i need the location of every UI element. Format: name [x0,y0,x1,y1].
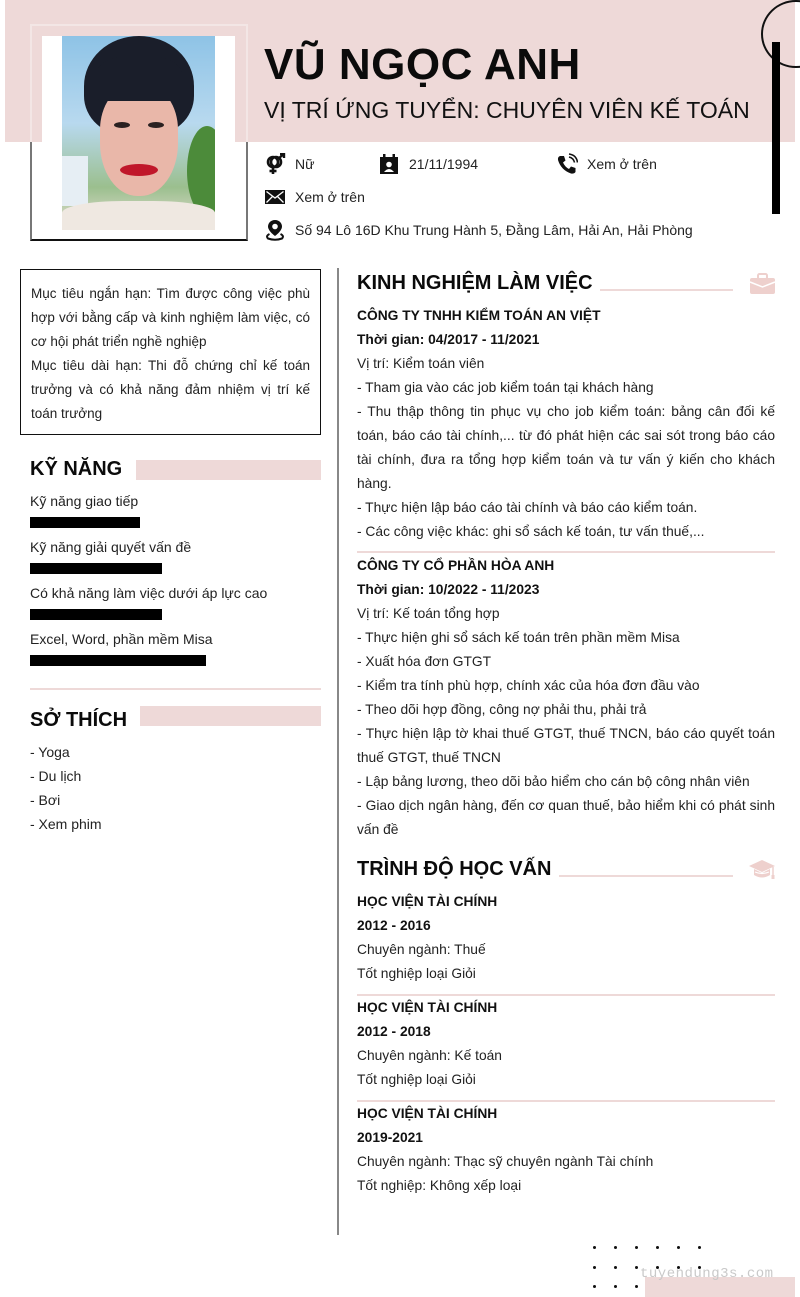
career-objective [20,269,321,435]
hobbies-title-accent [140,706,321,726]
job-duty: - Thu thập thông tin phục vụ cho job kiểm toán: bảng cân đối kế toán, báo cáo tài chính,... từ đó phát hiện các sai sót trong báo cáo tài chính, đưa ra tổng hợp kiểm toán và tư vấn ý kiến cho khách hàng. [357,404,775,491]
hobby-item: - Du lịch [30,768,82,784]
skill-label: Excel, Word, phần mềm Misa [30,631,213,647]
decorative-bar [772,42,780,214]
gender-value: Nữ [295,156,315,172]
skill-label: Kỹ năng giao tiếp [30,493,139,509]
job-role: Vị trí: Kế toán tổng hợp [357,606,500,621]
column-divider [337,268,339,1235]
hobby-item: - Bơi [30,792,61,808]
skills-title: KỸ NĂNG [30,458,123,480]
edu-period: 2012 - 2016 [357,918,431,933]
contact-address [264,219,693,241]
hobby-item: - Yoga [30,744,70,760]
phone-icon [556,153,578,175]
briefcase-icon [749,273,776,300]
job-duty: - Giao dịch ngân hàng, đến cơ quan thuế, bảo hiểm khi có phát sinh vấn đề [357,798,775,837]
edu-period: 2012 - 2018 [357,1024,431,1039]
edu-major: Chuyên ngành: Thạc sỹ chuyên ngành Tài chính [357,1154,654,1169]
job-duty: - Xuất hóa đơn GTGT [357,654,492,669]
skills-title-accent [136,460,321,480]
job-role: Vị trí: Kiểm toán viên [357,356,485,371]
edu-result: Tốt nghiệp loại Giỏi [357,1072,476,1087]
job-duty: - Thực hiện lập tờ khai thuế GTGT, thuế TNCN, báo cáo quyết toán thuế GTGT, thuế TNCN [357,726,775,765]
job-duty: - Tham gia vào các job kiểm toán tại khách hàng [357,380,654,395]
avatar [62,36,215,230]
job-separator [357,551,775,553]
job-duty: - Theo dõi hợp đồng, công nợ phải thu, phải trả [357,702,647,717]
job-duty: - Thực hiện lập báo cáo tài chính và báo cáo kiểm toán. [357,500,698,515]
job-duty: - Các công việc khác: ghi sổ sách kế toán, tư vấn thuế,... [357,524,705,539]
edu-major: Chuyên ngành: Thuế [357,942,486,957]
edu-school: HỌC VIỆN TÀI CHÍNH [357,1000,498,1015]
edu-result: Tốt nghiệp loại Giỏi [357,966,476,981]
job-duty: - Thực hiện ghi sổ sách kế toán trên phần mềm Misa [357,630,680,645]
experience-title-line [600,289,733,291]
applied-position: VỊ TRÍ ỨNG TUYỂN: CHUYÊN VIÊN KẾ TOÁN [264,97,750,123]
contact-phone [556,153,657,175]
skill-bar [30,517,140,528]
short-term-objective: Mục tiêu ngắn hạn: Tìm được công việc phù hợp với bằng cấp và kinh nghiệm làm việc, có cơ hội phát triển nghề nghiệp [31,286,310,349]
job-period: Thời gian: 10/2022 - 11/2023 [357,582,540,597]
watermark: tuyendung3s.com [640,1266,774,1282]
job-company: CÔNG TY CỔ PHẦN HÒA ANH [357,558,555,573]
calendar-icon [378,153,400,175]
job-duty: - Kiểm tra tính phù hợp, chính xác của hóa đơn đầu vào [357,678,700,693]
skill-bar [30,563,162,574]
skill-bar [30,609,162,620]
graduation-cap-icon [748,859,776,886]
education-title: TRÌNH ĐỘ HỌC VẤN [357,858,552,880]
candidate-name: VŨ NGỌC ANH [264,40,581,89]
job-period: Thời gian: 04/2017 - 11/2021 [357,332,540,347]
contact-birthday [378,153,478,175]
phone-value: Xem ở trên [587,156,657,172]
edu-school: HỌC VIỆN TÀI CHÍNH [357,1106,498,1121]
hobby-item: - Xem phim [30,816,102,832]
envelope-icon [264,186,286,208]
gender-icon [264,153,286,175]
contact-email [264,186,365,208]
edu-major: Chuyên ngành: Kế toán [357,1048,502,1063]
skill-label: Có khả năng làm việc dưới áp lực cao [30,585,268,601]
map-pin-icon [264,219,286,241]
edu-school: HỌC VIỆN TÀI CHÍNH [357,894,498,909]
birthday-value: 21/11/1994 [409,156,479,172]
hobbies-title: SỞ THÍCH [30,709,128,731]
email-value: Xem ở trên [295,189,365,205]
edu-result: Tốt nghiệp: Không xếp loại [357,1178,522,1193]
section-divider [30,688,321,690]
address-value: Số 94 Lô 16D Khu Trung Hành 5, Đằng Lâm, Hải An, Hải Phòng [295,222,693,238]
contact-gender [264,153,314,175]
edu-period: 2019-2021 [357,1130,423,1145]
education-title-line [559,875,733,877]
skill-bar [30,655,206,666]
job-duty: - Lập bảng lương, theo dõi bảo hiểm cho cán bộ công nhân viên [357,774,750,789]
long-term-objective: Mục tiêu dài hạn: Thi đỗ chứng chỉ kế toán trưởng và có khả năng đảm nhiệm vị trí kế toán trưởng [31,358,310,421]
skill-label: Kỹ năng giải quyết vấn đề [30,539,192,555]
job-company: CÔNG TY TNHH KIỂM TOÁN AN VIỆT [357,308,601,323]
experience-title: KINH NGHIỆM LÀM VIỆC [357,272,593,294]
